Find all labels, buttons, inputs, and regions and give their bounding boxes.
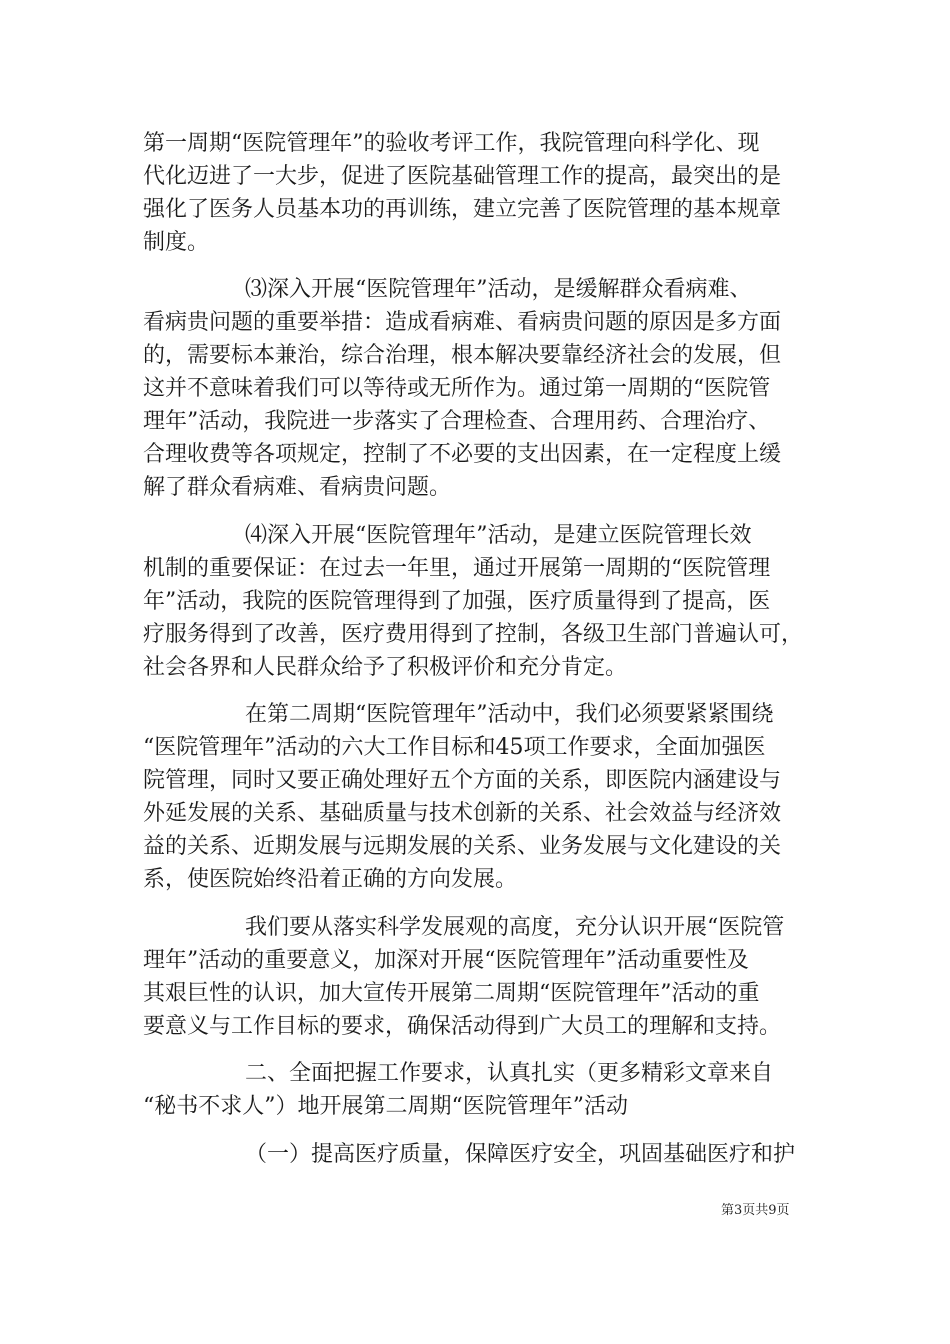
text-line: 要意义与工作目标的要求，确保活动得到广大员工的理解和支持。 <box>143 1014 782 1039</box>
text-line: 代化迈进了一大步，促进了医院基础管理工作的提高，最突出的是 <box>143 164 782 189</box>
text-line: （一）提高医疗质量，保障医疗安全，巩固基础医疗和护 <box>245 1142 796 1167</box>
text-line: ⑷深入开展“医院管理年”活动，是建立医院管理长效 <box>245 523 752 548</box>
text-line: 系，使医院始终沿着正确的方向发展。 <box>143 867 518 892</box>
text-line: 疗服务得到了改善，医疗费用得到了控制，各级卫生部门普遍认可， <box>143 622 804 647</box>
text-line: 机制的重要保证：在过去一年里，通过开展第一周期的“医院管理 <box>143 556 771 581</box>
text-line: 看病贵问题的重要举措：造成看病难、看病贵问题的原因是多方面 <box>143 310 782 335</box>
text-line: 这并不意味着我们可以等待或无所作为。通过第一周期的“医院管 <box>143 376 771 401</box>
text-line: 解了群众看病难、看病贵问题。 <box>143 475 452 500</box>
text-line: 理年”活动的重要意义，加深对开展“医院管理年”活动重要性及 <box>143 948 749 973</box>
text-line: 理年”活动，我院进一步落实了合理检查、合理用药、合理治疗、 <box>143 409 771 434</box>
text-line: 年”活动，我院的医院管理得到了加强，医疗质量得到了提高，医 <box>143 589 771 614</box>
text-line: 二、全面把握工作要求，认真扎实（更多精彩文章来自 <box>245 1061 774 1086</box>
text-line: 第一周期“医院管理年”的验收考评工作，我院管理向科学化、现 <box>143 131 760 156</box>
text-line: 的，需要标本兼治，综合治理，根本解决要靠经济社会的发展，但 <box>143 343 782 368</box>
text-line: 其艰巨性的认识，加大宣传开展第二周期“医院管理年”活动的重 <box>143 981 760 1006</box>
text-line: 制度。 <box>143 230 210 255</box>
page-number-footer: 第3页共9页 <box>721 1203 790 1218</box>
text-line: “医院管理年”活动的六大工作目标和45项工作要求，全面加强医 <box>143 735 766 760</box>
text-line: 在第二周期“医院管理年”活动中，我们必须要紧紧围绕 <box>245 702 774 727</box>
text-line: “秘书不求人”）地开展第二周期“医院管理年”活动 <box>143 1094 628 1119</box>
text-line: 外延发展的关系、基础质量与技术创新的关系、社会效益与经济效 <box>143 801 782 826</box>
text-line: 强化了医务人员基本功的再训练，建立完善了医院管理的基本规章 <box>143 197 782 222</box>
text-line: 社会各界和人民群众给予了积极评价和充分肯定。 <box>143 655 628 680</box>
text-line: ⑶深入开展“医院管理年”活动，是缓解群众看病难、 <box>245 277 752 302</box>
text-line: 益的关系、近期发展与远期发展的关系、业务发展与文化建设的关 <box>143 834 782 859</box>
text-line: 院管理，同时又要正确处理好五个方面的关系，即医院内涵建设与 <box>143 768 782 793</box>
text-line: 我们要从落实科学发展观的高度，充分认识开展“医院管 <box>245 915 785 940</box>
text-line: 合理收费等各项规定，控制了不必要的支出因素，在一定程度上缓 <box>143 442 782 467</box>
